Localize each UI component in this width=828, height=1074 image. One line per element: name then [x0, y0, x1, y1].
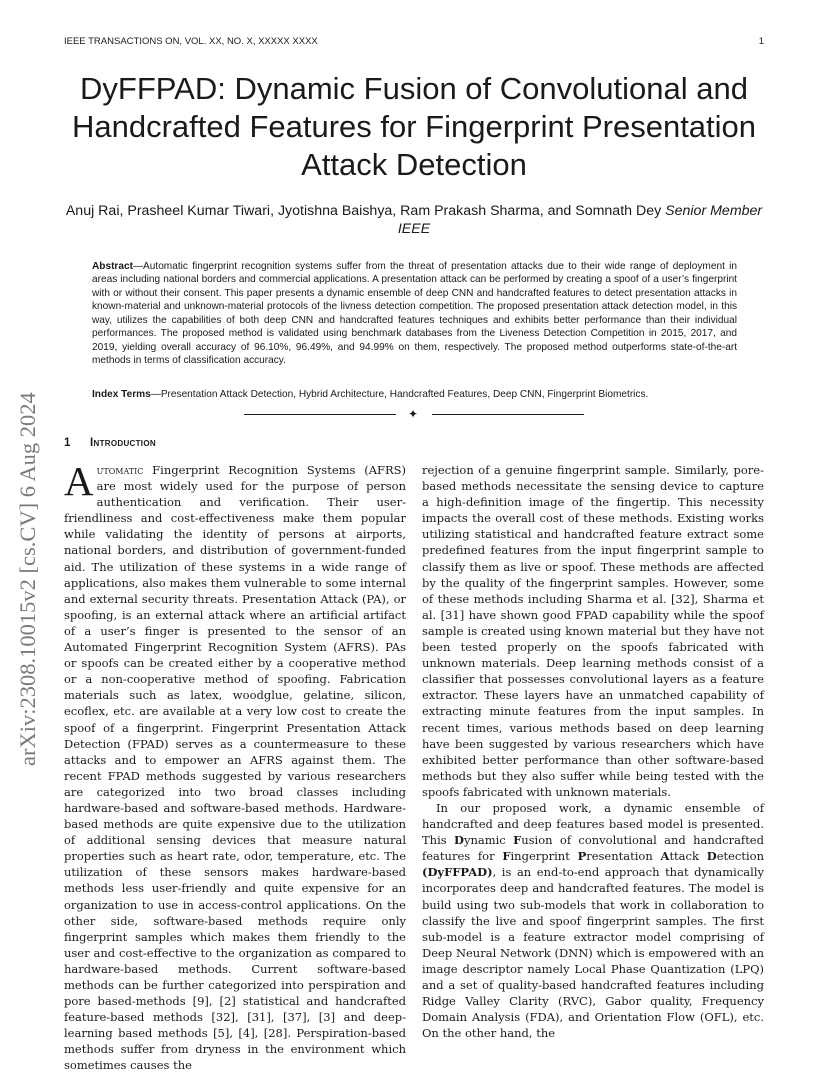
left-column-text: Fingerprint Recognition Systems (AFRS) are most widely used for the purpose of person authentication and verification. Their user-friendliness and cost-effectiveness make them popular while validating the identity of persons at airports, national borders, and distribution of government-funded aid. The utilization of these systems in a wide range of applications, also makes them vulnerable to some internal and external security threats. Presentation Attack (PA), or spoofing, is an external attack where an artificial artifact of a user’s finger is presented to the sensor of an Automated Fingerprint Recognition System (AFRS). PAs or spoofs can be created either by a cooperative method or a non-cooperative method of spoofing. Fabrication materials such as latex, woodglue, gelatine, silicon, ecoflex, etc. are available at a very low cost to create the spoof of a fingerprint. Fingerprint Presentation Attack Detection (FPAD) serves as a countermeasure to these attacks and to empower an AFRS against them. The recent FPAD methods suggested by various researchers are categorized into two broad classes including hardware-based and software-based methods. Hardware-based methods are quite expensive due to the utilization of additional sensing devices that measure natural properties such as heart rate, odor, temperature, etc. The utilization of these sensors makes hardware-based methods less user-friendly and quite expensive for an organization to use in access-control applications. On the other side, software-based methods require only fingerprint samples which makes them friendly to the user and cost-effective to the organization as compared to hardware-based methods. Current software-based methods can be further categorized into perspiration and pore based-methods [9], [2] statistical and handcrafted feature-based methods [32], [31], [37], [3] and deep-learning based methods [5], [4], [28]. Perspiration-based methods suffer from dryness in the environment which sometimes causes the: [64, 463, 406, 1073]
drop-cap: A: [64, 458, 94, 504]
lead-small-caps: utomatic: [96, 463, 144, 477]
method-name-part: ingerprint: [510, 849, 578, 864]
author-names: Anuj Rai, Prasheel Kumar Tiwari, Jyotishna Baishya, Ram Prakash Sharma, and Somnath Dey: [65, 203, 662, 219]
method-name-part: usion of convolutional and handcrafted features for: [422, 833, 764, 864]
method-name-part: etection: [716, 849, 764, 864]
method-name-part: resentation: [586, 849, 661, 864]
acronym-letter-f: F: [513, 833, 522, 848]
method-name-part: ynamic: [463, 833, 514, 848]
divider-line-right: [432, 414, 584, 415]
index-terms-label: Index Terms: [92, 389, 151, 400]
right-column: [422, 462, 764, 1041]
acronym-letter-d: D: [706, 849, 717, 864]
intro-paragraph-1-cont: rejection of a genuine fingerprint sample. Similarly, pore-based methods necessitate the sensing device to capture a high-definition image of the fingertip. This necessity impacts the overall cost of these methods. Existing works utilizing statistical and handcrafted feature extract some predefined features from the input fingerprint sample to classify them as live or spoof. These methods are affected by the quality of the fingerprint samples. However, some of these methods including Sharma et al. [32], Sharma et al. [31] have shown good FPAD capability while the spoof sample is created using known material but they have not been tested properly on the spoofs fabricated with unknown materials. Deep learning methods consist of a classifier that possesses convolutional layers as a feature extractor. These layers have an unmatched capability of extracting minute features from the input samples. In recent times, various methods based on deep learning have been suggested by various researchers which have exhibited better performance than other software-based methods but they also suffer while being tested with the spoofs fabricated with unknown materials.: [422, 463, 764, 799]
section-number: 1: [64, 436, 71, 449]
running-header: [64, 36, 764, 50]
paper-title: DyFFPAD: Dynamic Fusion of Convolutional and Handcrafted Features for Fingerprint Presentation Attack Detection: [71, 71, 757, 183]
para2-rest: , is an end-to-end approach that dynamically incorporates deep and handcrafted features. The model is build using two sub-models that work in collaboration to classify the live and spoof fingerprint samples. The first sub-model is a feature extractor model comprising of Deep Neural Network (DNN) which is empowered with an image descriptor namely Local Phase Quantization (LPQ) and a set of quality-based handcrafted features including Ridge Valley Clarity (RVC), Gabor quality, Frequency Domain Analysis (FDA), and Orientation Flow (OFL), etc. On the other hand, the: [422, 865, 764, 1041]
acronym-letter-d: D: [453, 833, 464, 848]
abstract-label: Abstract: [92, 261, 133, 272]
abstract: [92, 260, 737, 367]
para2-lead: In our proposed work, a dynamic ensemble of handcrafted and deep features based model is presented. This: [422, 800, 764, 848]
section-title: Introduction: [90, 436, 156, 449]
section-divider: [244, 408, 584, 420]
author-membership: Senior Member IEEE: [397, 203, 763, 238]
method-acronym: (DyFFPAD): [422, 865, 493, 880]
index-terms-text: —Presentation Attack Detection, Hybrid Architecture, Handcrafted Features, Deep CNN, Fingerprint Biometrics.: [150, 389, 649, 400]
intro-paragraph-1: [64, 458, 406, 1074]
acronym-letter-f: F: [502, 849, 511, 864]
divider-line-left: [244, 414, 396, 415]
section-heading: [64, 436, 404, 449]
intro-paragraph-2: [422, 800, 764, 1041]
acronym-letter-a: A: [660, 849, 670, 864]
arxiv-stamp: arXiv:2308.10015v2 [cs.CV] 6 Aug 2024: [15, 392, 40, 766]
index-terms: [92, 388, 737, 401]
acronym-letter-p: P: [577, 849, 587, 864]
author-list: [64, 202, 764, 239]
journal-header: IEEE TRANSACTIONS ON, VOL. XX, NO. X, XXXXX XXXX: [64, 36, 318, 47]
page-number: 1: [758, 36, 764, 47]
abstract-text: —Automatic fingerprint recognition systems suffer from the threat of presentation attacks due to their wide range of deployment in areas including national borders and commercial applications. A presentation attack can be performed by creating a spoof of a user’s fingerprint with or without their consent. This paper presents a dynamic ensemble of deep CNN and handcrafted features to detect presentation attacks in known-material and unknown-material protocols of the livness detection competition. The proposed presentation attack detection model, in this way, utilizes the capabilities of both deep CNN and handcrafted features techniques and exhibits better performance than their individual performances. The proposed method is validated using benchmark databases from the Liveness Detection Competition in 2015, 2017, and 2019, yielding overall accuracy of 96.10%, 96.49%, and 94.99% on them, respectively. The proposed method outperforms state-of-the-art methods in terms of classification accuracy.: [92, 261, 737, 366]
left-column: [64, 458, 406, 1074]
divider-diamond-icon: ✦: [408, 407, 419, 421]
method-name-part: ttack: [669, 849, 707, 864]
